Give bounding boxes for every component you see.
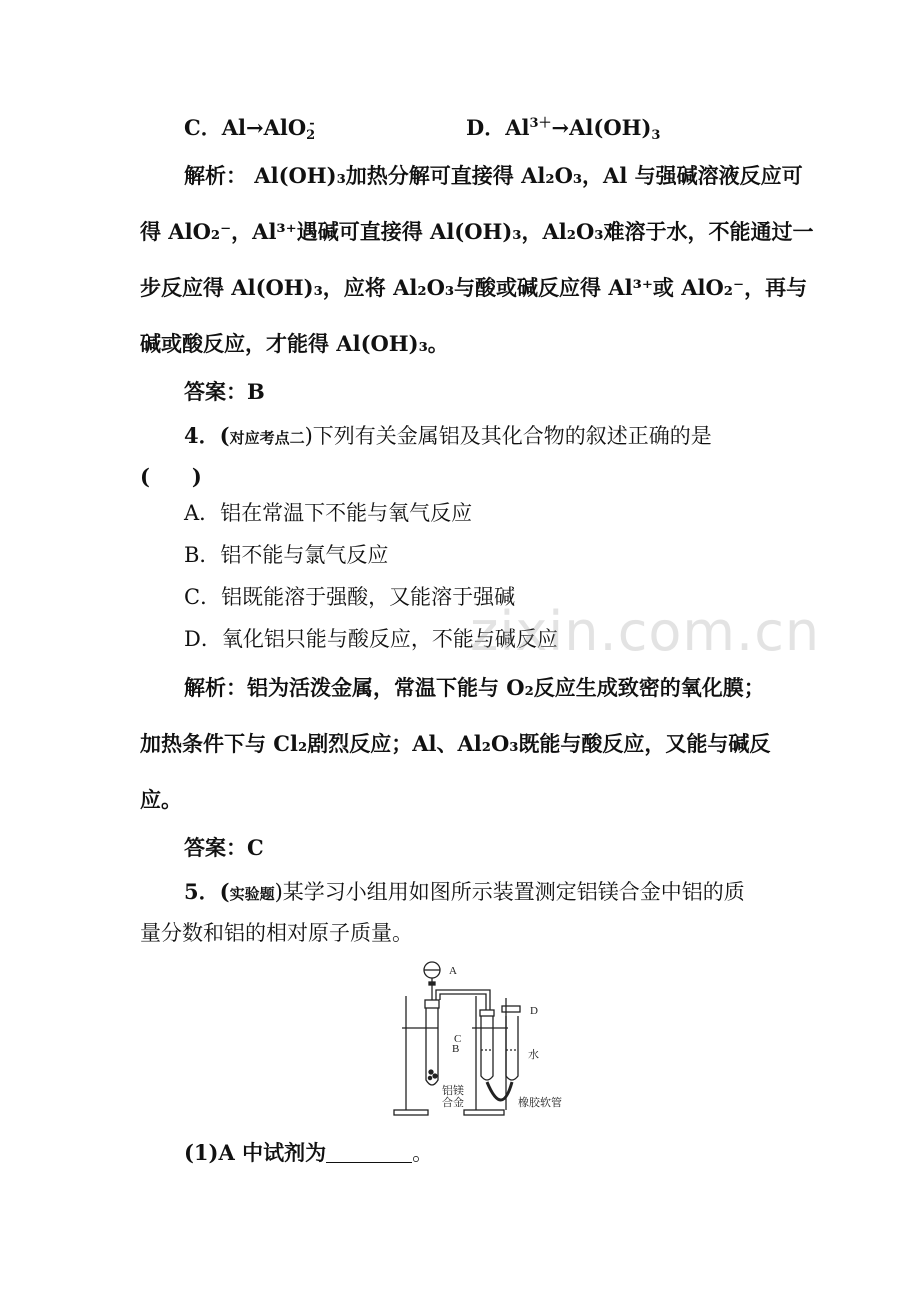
analysis-line: 步反应得 Al(OH)₃，应将 Al₂O₃与酸或碱反应得 Al³⁺或 AlO₂⁻，再与 [140, 275, 808, 300]
answer: 答案：B [184, 379, 265, 404]
label-d: D [530, 1005, 538, 1017]
superscript: - [309, 116, 315, 131]
option-text: →Al(OH) [551, 115, 652, 140]
option-c: C．铝既能溶于强酸，又能溶于强碱 [184, 585, 516, 609]
connecting-tube [436, 990, 490, 1010]
question-tag: 实验题 [229, 885, 275, 903]
subscript: 3 [651, 128, 661, 143]
sub-question-text: (1)A 中试剂为 [184, 1140, 327, 1165]
analysis-line: 碱或酸反应，才能得 Al(OH)₃。 [140, 331, 449, 356]
option-a: A．铝在常温下不能与氧气反应 [184, 501, 473, 525]
tube-d [506, 1016, 518, 1080]
apparatus-figure [392, 958, 578, 1118]
option-b: B．铝不能与氯气反应 [184, 543, 389, 567]
analysis-line: 加热条件下与 Cl₂剧烈反应；Al、Al₂O₃既能与酸反应，又能与碱反 [140, 731, 771, 756]
option-text: Al→AlO [221, 115, 307, 140]
rubber-hose [487, 1082, 512, 1100]
option-c-q3 [184, 115, 316, 143]
label-alloy: 合金 [442, 1096, 464, 1109]
answer: 答案：C [184, 835, 264, 860]
answer-paren: ( ) [140, 464, 202, 489]
option-d: D．氧化铝只能与酸反应，不能与碱反应 [184, 627, 558, 651]
label-water: 水 [528, 1048, 539, 1061]
question-4-stem [184, 425, 712, 447]
option-label: C． [184, 115, 222, 140]
sub-question-text: 。 [412, 1141, 434, 1165]
stopper [425, 1000, 439, 1008]
option-label: D． [466, 115, 506, 140]
subscript: 2 [306, 128, 316, 143]
label-alloy: 铝镁 [442, 1084, 464, 1097]
question-5-stem-cont: 量分数和铝的相对原子质量。 [140, 921, 413, 945]
question-number: 5．( [184, 879, 230, 904]
question-tag: 对应考点二 [229, 429, 305, 447]
option-text: Al [505, 115, 530, 140]
analysis-line: 应。 [140, 787, 182, 812]
superscript: 3＋ [529, 116, 552, 131]
question-text: )下列有关金属铝及其化合物的叙述正确的是 [304, 424, 712, 448]
label-rubber-hose: 橡胶软管 [518, 1096, 562, 1109]
answer-blank[interactable] [326, 1144, 412, 1163]
stand-base-left [394, 1110, 428, 1115]
question-5-stem [184, 881, 745, 903]
watermark: zixin.com.cn [470, 600, 821, 663]
analysis-line: 解析： Al(OH)₃加热分解可直接得 Al₂O₃，Al 与强碱溶液反应可 [184, 163, 803, 188]
stopper-c [480, 1010, 494, 1016]
option-d-q3 [466, 115, 661, 143]
measuring-tube-c [481, 1016, 493, 1080]
sub-question-1 [184, 1142, 433, 1164]
analysis-line: 得 AlO₂⁻，Al³⁺遇碱可直接得 Al(OH)₃，Al₂O₃难溶于水，不能通过一 [140, 219, 814, 244]
question-number: 4．( [184, 423, 230, 448]
question-text: )某学习小组用如图所示装置测定铝镁合金中铝的质 [274, 880, 745, 904]
stand-base-right [464, 1110, 504, 1115]
analysis-line: 解析：铝为活泼金属，常温下能与 O₂反应生成致密的氧化膜； [184, 675, 765, 700]
label-c: C [454, 1033, 462, 1045]
label-a: A [449, 965, 457, 977]
label-b: B [452, 1043, 460, 1055]
